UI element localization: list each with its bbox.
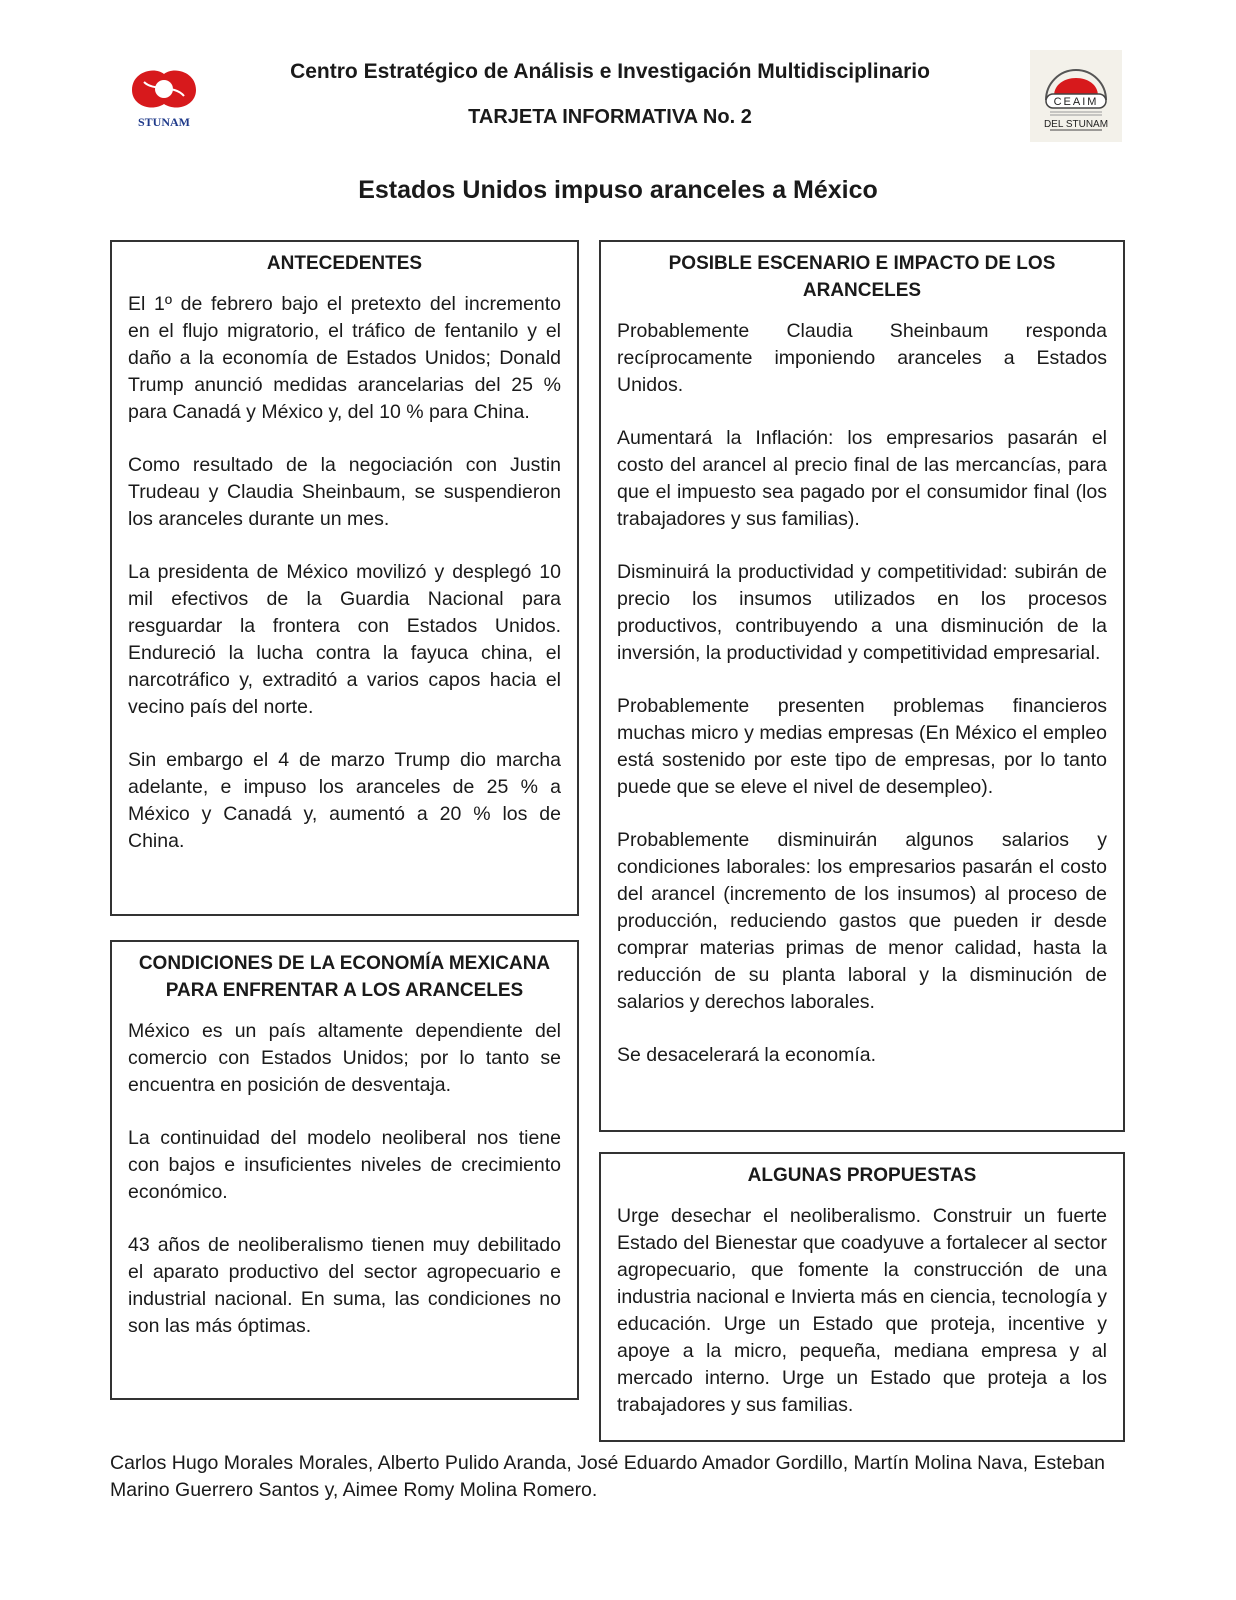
- paragraph: Como resultado de la negociación con Justin Trudeau y Claudia Sheinbaum, se suspendieron los aranceles durante un mes.: [128, 454, 561, 530]
- paragraph: 43 años de neoliberalismo tienen muy debilitado el aparato productivo del sector agropecuario e industrial nacional. En suma, las condiciones no son las más óptimas.: [128, 1234, 561, 1337]
- paragraph: Probablemente disminuirán algunos salarios y condiciones laborales: los empresarios pasarán el costo del arancel (incremento de los insumos) al proceso de producción, reduciendo gastos que pueden ir desde comprar materias primas de menor calidad, hasta la reducción de su planta laboral y la disminución de salarios y derechos laborales.: [617, 829, 1107, 1013]
- paragraph: Sin embargo el 4 de marzo Trump dio marcha adelante, e impuso los aranceles de 25 % a México y Canadá y, aumentó a 20 % los de China.: [128, 749, 561, 852]
- ceaim-emblem-icon: [1030, 50, 1122, 142]
- ceaim-logo: [1030, 50, 1122, 142]
- ceaim-logo-subtext: DEL STUNAM: [1043, 119, 1109, 130]
- paragraph: La presidenta de México movilizó y desplegó 10 mil efectivos de la Guardia Nacional para resguardar la frontera con Estados Unidos. Endureció la lucha contra la fayuca china, el narcotráfico y, extraditó a varios capos hacia el vecino país del norte.: [128, 561, 561, 718]
- section-heading: CONDICIONES DE LA ECONOMÍA MEXICANA PARA ENFRENTAR A LOS ARANCELES: [138, 953, 551, 1001]
- authors: Carlos Hugo Morales Morales, Alberto Pulido Aranda, José Eduardo Amador Gordillo, Martín Molina Nava, Esteban Marino Guerrero Santos y, Aimee Romy Molina Romero.: [110, 1452, 1106, 1501]
- paragraph: Urge desechar el neoliberalismo. Construir un fuerte Estado del Bienestar que coadyuve a fortalecer al sector agropecuario, que fomente la construcción de una industria nacional e Invierta más en ciencia, tecnología y educación. Urge un Estado que proteja, incentive y apoye a la micro, pequeña, mediana empresa y al mercado interno. Urge un Estado que proteja a los trabajadores y sus familias.: [617, 1205, 1107, 1416]
- paragraph: El 1º de febrero bajo el pretexto del incremento en el flujo migratorio, el tráfico de fentanilo y el daño a la economía de Estados Unidos; Donald Trump anunció medidas arancelarias del 25 % para Canadá y México y, del 10 % para China.: [128, 293, 561, 423]
- paragraph: Se desacelerará la economía.: [617, 1044, 877, 1066]
- institution-name: Centro Estratégico de Análisis e Investigación Multidisciplinario: [290, 60, 930, 83]
- paragraph: Probablemente presenten problemas financieros muchas micro y medias empresas (En México el empleo está sostenido por este tipo de empresas, por lo tanto puede que se eleve el nivel de desempleo).: [617, 695, 1107, 798]
- section-antecedentes: [110, 240, 579, 916]
- stunam-logo-text: STUNAM: [137, 115, 191, 129]
- section-condiciones: [110, 940, 579, 1400]
- section-heading: ANTECEDENTES: [266, 253, 423, 274]
- paragraph: La continuidad del modelo neoliberal nos tiene con bajos e insuficientes niveles de crecimiento económico.: [128, 1127, 561, 1203]
- stunam-emblem-icon: [124, 62, 204, 132]
- paragraph: Aumentará la Inflación: los empresarios pasarán el costo del arancel al precio final de las mercancías, para que el impuesto sea pagado por el consumidor final (los trabajadores y sus familias).: [617, 427, 1107, 530]
- paragraph: Disminuirá la productividad y competitividad: subirán de precio los insumos utilizados en los procesos productivos, contribuyendo a una disminución de la inversión, la productividad y competitividad empresarial.: [617, 561, 1107, 664]
- ceaim-logo-text: CEAIM: [1053, 96, 1099, 108]
- section-escenario: [599, 240, 1125, 1132]
- section-propuestas: [599, 1152, 1125, 1442]
- paragraph: México es un país altamente dependiente del comercio con Estados Unidos; por lo tanto se encuentra en posición de desventaja.: [128, 1020, 561, 1096]
- card-label: TARJETA INFORMATIVA No. 2: [468, 106, 752, 128]
- document-title: Estados Unidos impuso aranceles a México: [358, 176, 878, 204]
- stunam-logo: [124, 62, 204, 132]
- section-heading: POSIBLE ESCENARIO E IMPACTO DE LOS ARANCELES: [668, 253, 1056, 301]
- section-heading: ALGUNAS PROPUESTAS: [747, 1165, 977, 1186]
- paragraph: Probablemente Claudia Sheinbaum responda recíprocamente imponiendo aranceles a Estados Unidos.: [617, 320, 1107, 396]
